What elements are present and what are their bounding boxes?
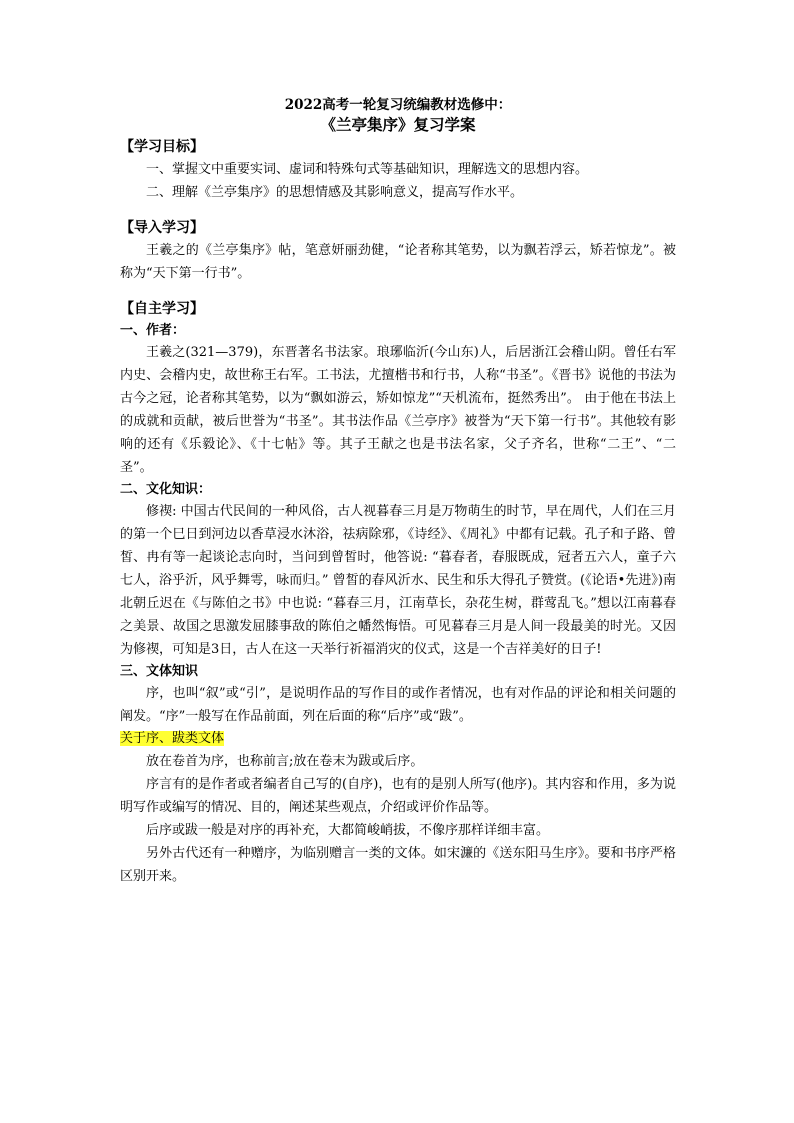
highlighted-note-text: 关于序、跋类文体 [120, 731, 225, 746]
intro-heading: 【导入学习】 [120, 220, 204, 236]
culture-subheading: 二、文化知识： [120, 482, 212, 497]
author-paragraph: 王羲之(321—379)，东晋著名书法家。琅琊临沂(今山东)人，后居浙江会稽山阴。曾任右军内史、会稽内史，故世称王右军。工书法，尤擅楷书和行书，人称“书圣”。《晋书》说他的书法为古今之冠，论者称其笔势，以为“飘如游云，矫如惊龙”“天机流布，挺然秀出”。 由于他在书法上的成就和贡献，被后世誉为“书圣”。其书法作品《兰亭序》被誉为“天下第一行书”。其他较有影响的还有《乐毅论》、《十七帖》等。其子王献之也是书法名家，父子齐名，世称“二王”、“二圣”。 [120, 345, 676, 475]
highlighted-note [120, 728, 676, 750]
genre-subheading: 三、文体知识 [120, 664, 199, 679]
document-title-line2: 《兰亭集序》复习学案 [320, 115, 476, 134]
genre-paragraph-2: 放在卷首为序，也称前言;放在卷末为跋或后序。 [146, 754, 424, 769]
culture-paragraph: 修禊: 中国古代民间的一种风俗，古人视暮春三月是万物萌生的时节，早在周代，人们在三月的第一个巳日到河边以香草浸水沐浴，祛病除邪，《诗经》、《周礼》中都有记载。孔子和子路、曾皙、冉有等一起谈论志向时，当问到曾皙时，他答说: “暮春者，春服既成，冠者五六人，童子六七人，浴乎沂，风乎舞雩，咏而归。” 曾皙的春风沂水、民生和乐大得孔子赞赏。(《论语•先进》)南北朝丘迟在《与陈伯之书》中也说: “暮春三月，江南草长，杂花生树，群莺乱飞。”想以江南暮春之美景、故国之思激发屈膝事敌的陈伯之幡然悔悟。可见暮春三月是人间一段最美的时光。又因为修禊，可知是3日，古人在这一天举行祈福消灾的仪式，这是一个吉祥美好的日子! [120, 504, 676, 657]
objectives-heading: 【学习目标】 [120, 139, 204, 155]
document-title-line1: 2022高考一轮复习统编教材选修中： [284, 97, 512, 113]
genre-paragraph: 序，也叫“叙”或“引”，是说明作品的写作目的或作者情况，也有对作品的评论和相关问题的阐发。“序”一般写在作品前面，列在后面的称“后序”或“跋”。 [120, 686, 676, 724]
genre-paragraph-3: 序言有的是作者或者编者自己写的(自序)，也有的是别人所写(他序)。其内容和作用，多为说明写作或编写的情况、目的，阐述某些观点，介绍或评价作品等。 [120, 777, 676, 815]
genre-paragraph-4: 后序或跋一般是对序的再补充，大都简峻峭拔，不像序那样详细丰富。 [146, 823, 550, 838]
intro-paragraph: 王羲之的《兰亭集序》帖，笔意妍丽劲健，“论者称其笔势，以为飘若浮云，矫若惊龙”。被称为“天下第一行书”。 [120, 243, 676, 281]
self-study-heading: 【自主学习】 [120, 301, 204, 317]
document-page [120, 96, 676, 888]
author-subheading: 一、作者： [120, 323, 186, 338]
objective-item-1: 一、掌握文中重要实词、虚词和特殊句式等基础知识，理解选文的思想内容。 [146, 162, 589, 177]
genre-paragraph-5: 另外古代还有一种赠序，为临别赠言一类的文体。如宋濂的《送东阳马生序》。要和书序严格区别开来。 [120, 846, 676, 884]
objective-item-2: 二、理解《兰亭集序》的思想情感及其影响意义，提高写作水平。 [146, 185, 524, 200]
